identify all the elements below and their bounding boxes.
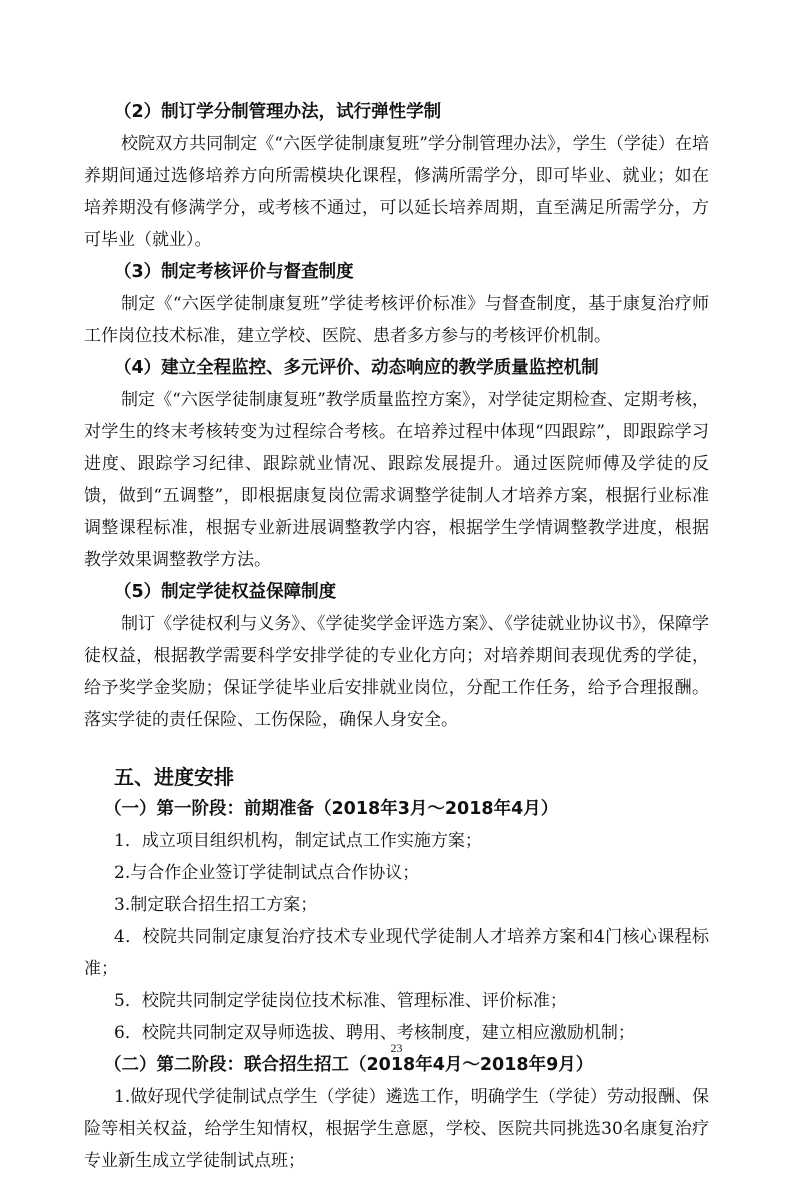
stage-1-item: 4．校院共同制定康复治疗技术专业现代学徒制人才培养方案和4门核心课程标准； xyxy=(84,927,709,979)
heading-credit-system: （2）制订学分制管理办法，试行弹性学制 xyxy=(114,102,442,122)
paragraph-credit-system: 校院双方共同制定《“六医学徒制康复班”学分制管理办法》，学生（学徒）在培养期间通过选修培养方向所需模块化课程，修满所需学分，即可毕业、就业；如在培养期没有修满学分，或考核不通过，可以延长培养周期，直至满足所需学分，方可毕业（就业）。 xyxy=(84,134,709,250)
page-number: 23 xyxy=(390,1041,403,1055)
stage-1-item: 5．校院共同制定学徒岗位技术标准、管理标准、评价标准； xyxy=(114,991,567,1011)
stage-1-title: （一）第一阶段：前期准备（2018年3月～2018年4月） xyxy=(104,799,559,819)
paragraph-rights-protection: 制订《学徒权利与义务》、《学徒奖学金评选方案》、《学徒就业协议书》，保障学徒权益，根据教学需要科学安排学徒的专业化方向；对培养期间表现优秀的学徒，给予奖学金奖励；保证学徒毕业后安排就业岗位，分配工作任务，给予合理报酬。落实学徒的责任保险、工伤保险，确保人身安全。 xyxy=(84,614,709,730)
stage-1-item: 1．成立项目组织机构，制定试点工作实施方案； xyxy=(114,831,482,851)
stage-1-item: 6．校院共同制定双导师选拔、聘用、考核制度，建立相应激励机制； xyxy=(114,1023,635,1043)
heading-assessment-system: （3）制定考核评价与督查制度 xyxy=(114,262,354,282)
stage-2-item: 1.做好现代学徒制试点学生（学徒）遴选工作，明确学生（学徒）劳动报酬、保险等相关权益，给学生知情权，根据学生意愿，学校、医院共同挑选30名康复治疗专业新生成立学徒制试点班； xyxy=(84,1087,709,1171)
heading-quality-monitoring: （4）建立全程监控、多元评价、动态响应的教学质量监控机制 xyxy=(114,358,599,378)
stage-2-title: （二）第二阶段：联合招生招工（2018年4月～2018年9月） xyxy=(104,1055,594,1075)
paragraph-assessment-system: 制定《“六医学徒制康复班”学徒考核评价标准》与督查制度，基于康复治疗师工作岗位技术标准，建立学校、医院、患者多方参与的考核评价机制。 xyxy=(84,294,709,346)
paragraph-quality-monitoring: 制定《“六医学徒制康复班”教学质量监控方案》，对学徒定期检查、定期考核，对学生的终末考核转变为过程综合考核。在培养过程中体现“四跟踪”，即跟踪学习进度、跟踪学习纪律、跟踪就业情况、跟踪发展提升。通过医院师傅及学徒的反馈，做到“五调整”，即根据康复岗位需求调整学徒制人才培养方案，根据行业标准调整课程标准，根据专业新进展调整教学内容，根据学生学情调整教学进度，根据教学效果调整教学方法。 xyxy=(84,390,709,570)
stage-1-item: 2.与合作企业签订学徒制试点合作协议； xyxy=(114,863,420,883)
section-title-schedule: 五、进度安排 xyxy=(114,765,234,789)
stage-1-item: 3.制定联合招生招工方案； xyxy=(114,895,318,915)
heading-rights-protection: （5）制定学徒权益保障制度 xyxy=(114,582,337,602)
page-content xyxy=(84,96,709,1177)
